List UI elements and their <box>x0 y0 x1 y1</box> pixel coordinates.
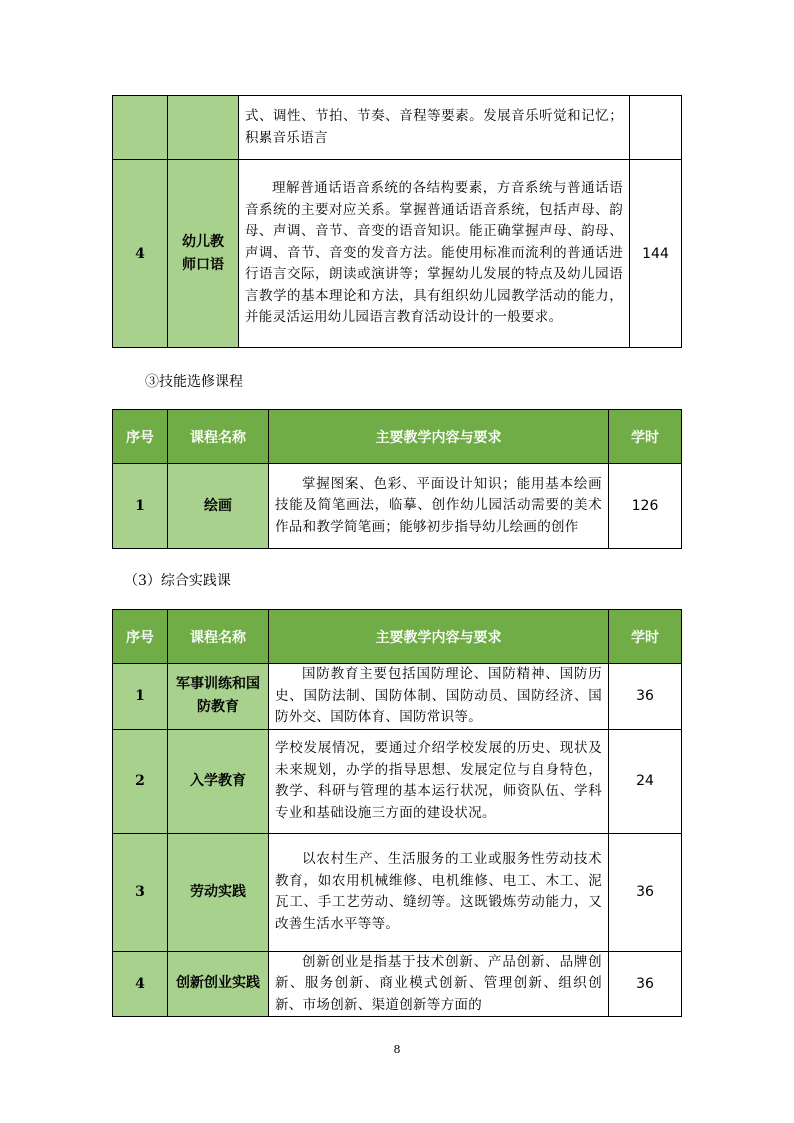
section-heading-practice: （3）综合实践课 <box>124 573 231 589</box>
course-number: 2 <box>113 729 168 833</box>
course-content: 国防教育主要包括国防理论、国防精神、国防历史、国防法制、国防体制、国防动员、国防经济、国防外交、国防体育、国防常识等。 <box>269 664 609 730</box>
table-row <box>113 833 682 951</box>
table-header-row <box>113 410 682 464</box>
curriculum-table-continued <box>112 95 682 348</box>
course-name: 创新创业实践 <box>168 951 269 1017</box>
table-row <box>113 464 682 549</box>
table-header-row <box>113 610 682 664</box>
header-content: 主要教学内容与要求 <box>269 610 609 664</box>
table-row <box>113 160 682 348</box>
practice-course-table <box>112 609 682 1017</box>
course-content: 创新创业是指基于技术创新、产品创新、品牌创新、服务创新、商业模式创新、管理创新、组织创新、市场创新、渠道创新等方面的 <box>269 951 609 1017</box>
table-row <box>113 951 682 1017</box>
course-content: 以农村生产、生活服务的工业或服务性劳动技术教育，如农用机械维修、电机维修、电工、木工、泥瓦工、手工艺劳动、缝纫等。这既锻炼劳动能力，又改善生活水平等等。 <box>269 833 609 951</box>
header-hours: 学时 <box>609 410 682 464</box>
course-name: 军事训练和国防教育 <box>168 664 269 730</box>
course-hours: 36 <box>609 833 682 951</box>
section-heading-skill-elective: ③技能选修课程 <box>145 374 243 390</box>
course-hours: 144 <box>630 160 682 348</box>
course-hours: 36 <box>609 951 682 1017</box>
page-number: 8 <box>393 1043 401 1056</box>
course-name: 绘画 <box>168 464 269 549</box>
course-name: 幼儿教师口语 <box>168 160 239 348</box>
course-content: 掌握图案、色彩、平面设计知识；能用基本绘画技能及简笔画法，临摹、创作幼儿园活动需要的美术作品和教学简笔画；能够初步指导幼儿绘画的创作 <box>269 464 609 549</box>
course-number: 4 <box>113 951 168 1017</box>
course-hours: 24 <box>609 729 682 833</box>
header-course-name: 课程名称 <box>168 410 269 464</box>
course-name <box>168 96 239 160</box>
course-hours: 36 <box>609 664 682 730</box>
course-hours: 126 <box>609 464 682 549</box>
table-row <box>113 729 682 833</box>
header-hours: 学时 <box>609 610 682 664</box>
table-row <box>113 664 682 730</box>
course-number: 1 <box>113 464 168 549</box>
course-number: 4 <box>113 160 168 348</box>
course-content: 学校发展情况，要通过介绍学校发展的历史、现状及未来规划，办学的指导思想、发展定位与自身特色，教学、科研与管理的基本运行状况，师资队伍、学科专业和基础设施三方面的建设状况。 <box>269 729 609 833</box>
course-number <box>113 96 168 160</box>
header-content: 主要教学内容与要求 <box>269 410 609 464</box>
course-content: 式、调性、节拍、节奏、音程等要素。发展音乐听觉和记忆；积累音乐语言 <box>239 96 630 160</box>
header-number: 序号 <box>113 610 168 664</box>
course-name: 入学教育 <box>168 729 269 833</box>
header-course-name: 课程名称 <box>168 610 269 664</box>
course-name: 劳动实践 <box>168 833 269 951</box>
course-content: 理解普通话语音系统的各结构要素，方音系统与普通话语音系统的主要对应关系。掌握普通话语音系统，包括声母、韵母、声调、音节、音变的语音知识。能正确掌握声母、韵母、声调、音节、音变的发音方法。能使用标准而流利的普通话进行语言交际，朗读或演讲等；掌握幼儿发展的特点及幼儿园语言教学的基本理论和方法，具有组织幼儿园教学活动的能力，并能灵活运用幼儿园语言教育活动设计的一般要求。 <box>239 160 630 348</box>
table-row <box>113 96 682 160</box>
course-number: 1 <box>113 664 168 730</box>
course-hours <box>630 96 682 160</box>
elective-course-table <box>112 409 682 549</box>
course-number: 3 <box>113 833 168 951</box>
header-number: 序号 <box>113 410 168 464</box>
